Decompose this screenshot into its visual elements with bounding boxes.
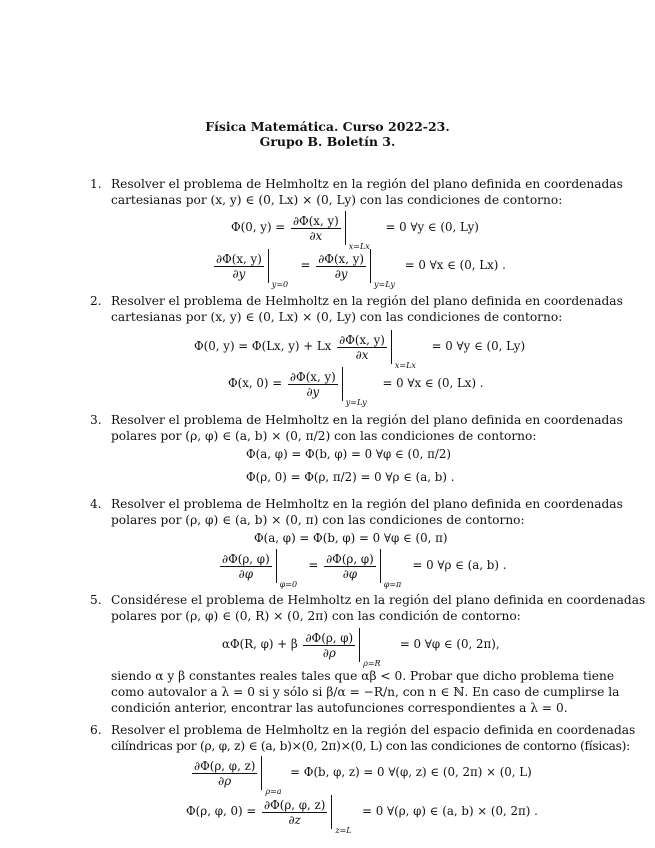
problem-statement: Resolver el problema de Helmholtz en la región del plano definida en coordenadas polares por (ρ, φ) ∈ (a, b) × (0, π) con las condiciones de contorno: <box>111 497 623 527</box>
equation-4a: Φ(a, φ) = Φ(b, φ) = 0 ∀φ ∈ (0, π) <box>254 531 448 545</box>
equation-3a: Φ(a, φ) = Φ(b, φ) = 0 ∀φ ∈ (0, π/2) <box>246 447 451 461</box>
problem-statement: Resolver el problema de Helmholtz en la región del plano definida en coordenadas cartesianas por (x, y) ∈ (0, Lx) × (0, Ly) con las condiciones de contorno: <box>111 177 623 207</box>
problem-number: 3. <box>90 413 102 427</box>
problem-statement: Considérese el problema de Helmholtz en la región del plano definida en coordenadas polares por (ρ, φ) ∈ (0, R) × (0, 2π) con las condición de contorno: <box>111 593 646 623</box>
equation-6a: $\frac{\partial\Phi(\rho, \varphi, z)}{\partial\rho}$ ρ=a = Φ(b, φ, z) = 0 ∀(φ, z) ∈ (0, 2π) × (0, L) <box>190 756 532 790</box>
problem-statement: Resolver el problema de Helmholtz en la región del plano definida en coordenadas polares por (ρ, φ) ∈ (a, b) × (0, π/2) con las condiciones de contorno: <box>111 413 623 443</box>
equation-2a: Φ(0, y) = Φ(Lx, y) + Lx $\frac{\partial\Phi(x, y)}{\partial x}$ x=Lx = 0 ∀y ∈ (0, Ly) <box>194 330 525 364</box>
equation-4b: $\frac{\partial\Phi(\rho, \varphi)}{\partial\varphi}$ φ=0 = $\frac{\partial\Phi(\rho, \varphi)}{\partial\varphi}$ φ=π = 0 ∀ρ ∈ (a, b) . <box>218 549 506 583</box>
problem-number: 5. <box>90 593 102 607</box>
problem-number: 6. <box>90 723 102 737</box>
equation-5: αΦ(R, φ) + β $\frac{\partial\Phi(\rho, \varphi)}{\partial\rho}$ ρ=R = 0 ∀φ ∈ (0, 2π), <box>222 628 500 662</box>
equation-6b: Φ(ρ, φ, 0) = $\frac{\partial\Phi(\rho, \varphi, z)}{\partial z}$ z=L = 0 ∀(ρ, φ) ∈ (a, b) × (0, 2π) . <box>186 795 538 829</box>
problem-number: 2. <box>90 294 102 308</box>
problem-statement: Resolver el problema de Helmholtz en la región del espacio definida en coordenadas cilíndricas por (ρ, φ, z) ∈ (a, b)×(0, 2π)×(0, L) con las condiciones de contorno (físicas): <box>111 723 636 753</box>
equation-1a: Φ(0, y) = $\frac{\partial\Phi(x, y)}{\partial x}$ x=Lx = 0 ∀y ∈ (0, Ly) <box>231 211 479 245</box>
document-subtitle: Grupo B. Boletín 3. <box>259 134 396 149</box>
problem-number: 4. <box>90 497 102 511</box>
equation-2b: Φ(x, 0) = $\frac{\partial\Phi(x, y)}{\partial y}$ y=Ly = 0 ∀x ∈ (0, Lx) . <box>228 367 484 401</box>
document-title: Física Matemática. Curso 2022-23. <box>205 119 450 134</box>
equation-1b: $\frac{\partial\Phi(x, y)}{\partial y}$ y=0 = $\frac{\partial\Phi(x, y)}{\partial y}$ y=Ly = 0 ∀x ∈ (0, Lx) . <box>212 249 506 283</box>
problem-number: 1. <box>90 177 102 191</box>
document-page: Física Matemática. Curso 2022-23. Grupo B. Boletín 3. 1. Resolver el problema de Helmholtz en la región del plano definida en coordenadas cartesianas por (x, y) ∈ (0, Lx) × (0, Ly) con las condiciones de contorno: Φ(0, y) = $\frac{\partial\Phi(x, y)}{\partial x}$ x=Lx = 0 ∀y ∈ (0, Ly) $\frac{\partial\Phi(x, y)}{\partial y}$ y=0 = $\frac{\partial\Phi(x, y)}{\partial y}$ y=Ly = 0 ∀x ∈ (0, Lx) . 2. Resolver el problema de Helmholtz en la región del plano definida en coordenadas cartesianas por (x, y) ∈ (0, Lx) × (0, Ly) con las condiciones de contorno: Φ(0, y) = Φ(Lx, y) + Lx $\frac{\partial\Phi(x, y)}{\partial x}$ x=Lx = 0 ∀y ∈ (0, Ly) Φ(x, 0) = $\frac{\partial\Phi(x, y)}{\partial y}$ y=Ly = 0 ∀x ∈ (0, Lx) . 3. Resolver el problema de Helmholtz en la región del plano definida en coordenadas polares por (ρ, φ) ∈ (a, b) × (0, π/2) con las condiciones de contorno: Φ(a, φ) = Φ(b, φ) = 0 ∀φ ∈ (0, π/2) Φ(ρ, 0) = Φ(ρ, π/2) = 0 ∀ρ ∈ (a, b) . 4. Resolver el problema de Helmholtz en la región del plano definida en coordenadas polares por (ρ, φ) ∈ (a, b) × (0, π) con las condiciones de contorno: Φ(a, φ) = Φ(b, φ) = 0 ∀φ ∈ (0, π) $\frac{\partial\Phi(\rho, \varphi)}{\partial\varphi}$ φ=0 = $\frac{\partial\Phi(\rho, \varphi)}{\partial\varphi}$ φ=π = 0 ∀ρ ∈ (a, b) . 5. Considérese el problema de Helmholtz en la región del plano definida en coordenadas polares por (ρ, φ) ∈ (0, R) × (0, 2π) con las condición de contorno: αΦ(R, φ) + β $\frac{\partial\Phi(\rho, \varphi)}{\partial\rho}$ ρ=R = 0 ∀φ ∈ (0, 2π), siendo α y β constantes reales tales que αβ < 0. Probar que dicho problema tiene como autovalor a λ = 0 si y sólo si β/α = −R/n, con n ∈ ℕ. En caso de cumplirse la condición anterior, encontrar las autofunciones correspondientes a λ = 0. 6. Resolver el problema de Helmholtz en la región del espacio definida en coordenadas cilíndricas por (ρ, φ, z) ∈ (a, b)×(0, 2π)×(0, L) con las condiciones de contorno (físicas): $\frac{\partial\Phi(\rho, \varphi, z)}{\partial\rho}$ ρ=a = Φ(b, φ, z) = 0 ∀(φ, z) ∈ (0, 2π) × (0, L) Φ(ρ, φ, 0) = $\frac{\partial\Phi(\rho, \varphi, z)}{\partial z}$ z=L = 0 ∀(ρ, φ) ∈ (a, b) × (0, 2π) . <box>0 0 655 848</box>
problem-statement: Resolver el problema de Helmholtz en la región del plano definida en coordenadas cartesianas por (x, y) ∈ (0, Lx) × (0, Ly) con las condiciones de contorno: <box>111 294 623 324</box>
equation-3b: Φ(ρ, 0) = Φ(ρ, π/2) = 0 ∀ρ ∈ (a, b) . <box>246 470 455 484</box>
